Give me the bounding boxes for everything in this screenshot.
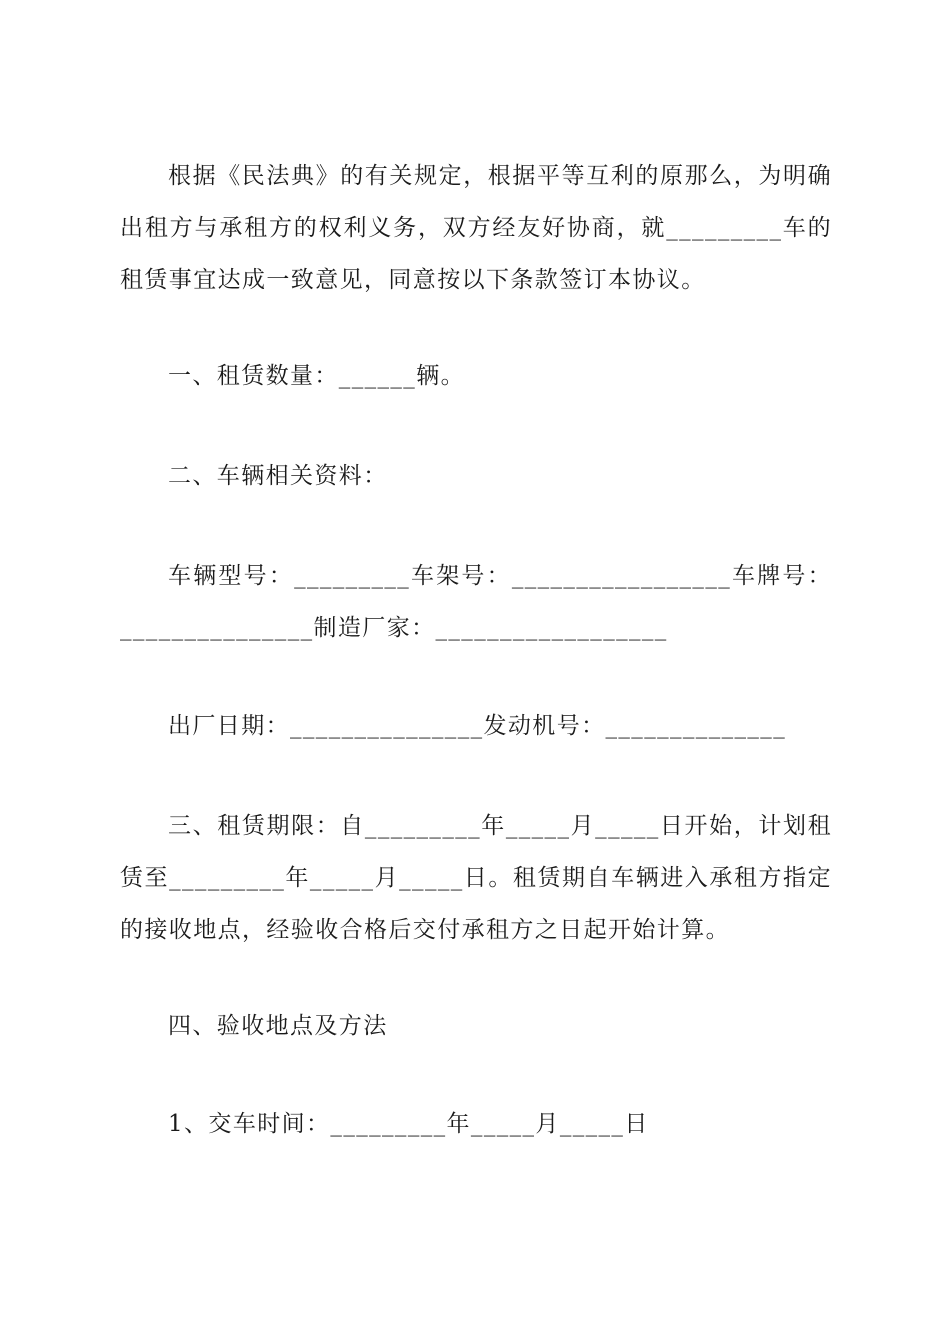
vehicle-info-line-2: 出厂日期：_______________发动机号：______________ [168, 713, 787, 739]
section-quantity: 一、租赁数量：______辆。 [168, 363, 465, 389]
section-lease-term: 三、租赁期限：自_________年_____月_____日开始，计划租赁至_________年_____月_____日。租赁期自车辆进入承租方指定的接收地点，经验收合格后交付承租方之日起开始计算。 [120, 813, 832, 943]
section-inspection-heading: 四、验收地点及方法 [168, 1013, 388, 1039]
section-vehicle-info-heading: 二、车辆相关资料： [168, 463, 388, 489]
preamble-paragraph: 根据《民法典》的有关规定，根据平等互利的原那么，为明确出租方与承租方的权利义务，双方经友好协商，就_________车的租赁事宜达成一致意见，同意按以下条款签订本协议。 [120, 163, 832, 293]
inspection-item-delivery-time: 1、交车时间：_________年_____月_____日 [168, 1111, 649, 1137]
vehicle-info-line-1: 车辆型号：_________车架号：_________________车牌号：_______________制造厂家：__________________ [120, 563, 832, 641]
